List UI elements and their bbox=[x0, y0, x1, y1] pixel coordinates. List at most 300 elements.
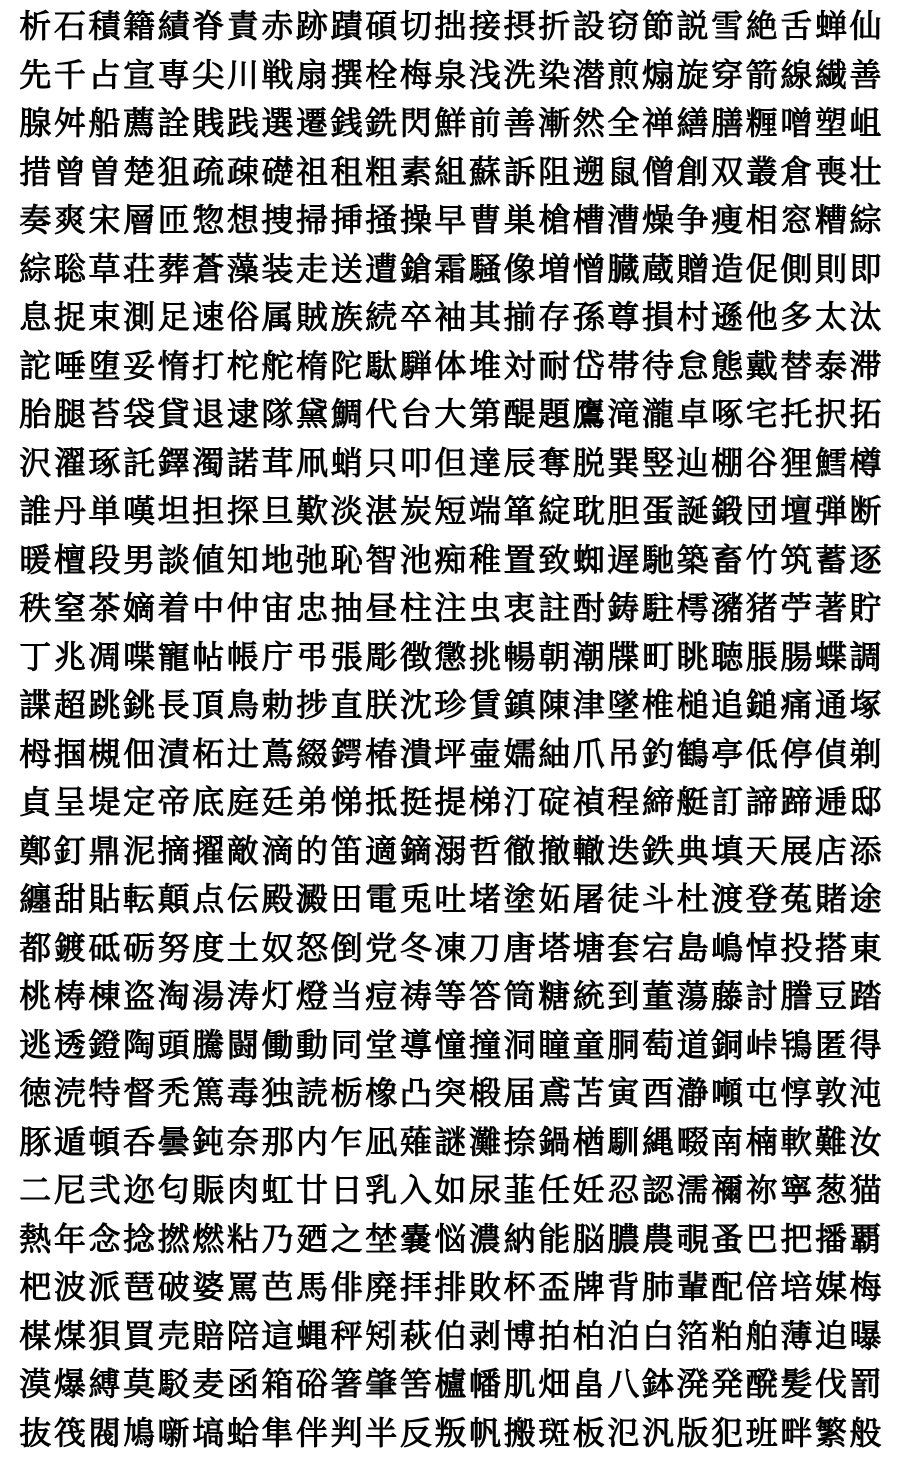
kanji-glyph: 得 bbox=[848, 1022, 883, 1068]
glyph-row bbox=[18, 1409, 896, 1457]
kanji-glyph: 薦 bbox=[122, 100, 157, 146]
kanji-glyph: 徹 bbox=[502, 828, 537, 874]
kanji-glyph: 偵 bbox=[814, 731, 849, 777]
kanji-glyph: 択 bbox=[814, 391, 849, 437]
kanji-glyph: 等 bbox=[433, 973, 468, 1019]
kanji-glyph: 宋 bbox=[87, 197, 122, 243]
kanji-glyph: 敵 bbox=[226, 828, 261, 874]
kanji-glyph: 覗 bbox=[675, 1216, 710, 1262]
glyph-row bbox=[18, 1021, 896, 1070]
kanji-glyph: 排 bbox=[433, 1264, 468, 1310]
kanji-glyph: 忍 bbox=[606, 1167, 641, 1213]
kanji-glyph: 祖 bbox=[295, 149, 330, 195]
kanji-glyph: 軟 bbox=[779, 1119, 814, 1165]
kanji-glyph: 責 bbox=[226, 3, 261, 49]
kanji-glyph: 帝 bbox=[156, 779, 191, 825]
kanji-glyph: 着 bbox=[156, 585, 191, 631]
kanji-glyph: 粕 bbox=[710, 1313, 745, 1359]
glyph-row bbox=[18, 487, 896, 536]
kanji-glyph: 嘆 bbox=[122, 488, 157, 534]
kanji-glyph: 送 bbox=[329, 246, 364, 292]
glyph-row bbox=[18, 293, 896, 342]
kanji-glyph: 廃 bbox=[364, 1264, 399, 1310]
kanji-glyph: 内 bbox=[295, 1119, 330, 1165]
kanji-glyph: 但 bbox=[433, 440, 468, 486]
kanji-glyph: 般 bbox=[848, 1410, 883, 1456]
kanji-glyph: 椴 bbox=[468, 1070, 503, 1116]
kanji-glyph: 破 bbox=[156, 1264, 191, 1310]
kanji-glyph: 畑 bbox=[537, 1361, 572, 1407]
kanji-glyph: 絶 bbox=[744, 3, 779, 49]
kanji-glyph: 箱 bbox=[260, 1361, 295, 1407]
kanji-glyph: 撤 bbox=[537, 828, 572, 874]
kanji-glyph: 弔 bbox=[295, 634, 330, 680]
kanji-glyph: 長 bbox=[156, 682, 191, 728]
kanji-glyph: 曇 bbox=[156, 1119, 191, 1165]
kanji-glyph: 浅 bbox=[468, 52, 503, 98]
kanji-glyph: 阻 bbox=[537, 149, 572, 195]
kanji-glyph: 遡 bbox=[572, 149, 607, 195]
kanji-glyph: 楳 bbox=[18, 1313, 53, 1359]
kanji-glyph: 鳩 bbox=[122, 1410, 157, 1456]
kanji-glyph: 鉢 bbox=[641, 1361, 676, 1407]
kanji-glyph: 舛 bbox=[53, 100, 88, 146]
kanji-glyph: 息 bbox=[18, 294, 53, 340]
kanji-glyph: 著 bbox=[814, 585, 849, 631]
kanji-glyph: 那 bbox=[260, 1119, 295, 1165]
kanji-glyph: 呑 bbox=[122, 1119, 157, 1165]
kanji-glyph: 特 bbox=[87, 1070, 122, 1116]
kanji-glyph: 杜 bbox=[675, 876, 710, 922]
kanji-glyph: 同 bbox=[329, 1022, 364, 1068]
kanji-glyph: 滝 bbox=[606, 391, 641, 437]
kanji-glyph: 胎 bbox=[18, 391, 53, 437]
kanji-glyph: 迩 bbox=[122, 1167, 157, 1213]
kanji-glyph: 寵 bbox=[156, 634, 191, 680]
glyph-row bbox=[18, 1118, 896, 1167]
kanji-glyph: 陀 bbox=[329, 343, 364, 389]
kanji-glyph: 銑 bbox=[364, 100, 399, 146]
kanji-glyph: 朝 bbox=[537, 634, 572, 680]
kanji-glyph: 天 bbox=[744, 828, 779, 874]
kanji-glyph: 太 bbox=[814, 294, 849, 340]
kanji-glyph: 醍 bbox=[502, 391, 537, 437]
kanji-glyph: 宅 bbox=[744, 391, 779, 437]
kanji-glyph: 潜 bbox=[572, 52, 607, 98]
kanji-glyph: 鈍 bbox=[191, 1119, 226, 1165]
kanji-glyph: 逓 bbox=[814, 779, 849, 825]
kanji-glyph: 瞳 bbox=[537, 1022, 572, 1068]
kanji-glyph: 忠 bbox=[295, 585, 330, 631]
kanji-glyph: 到 bbox=[606, 973, 641, 1019]
kanji-glyph: 酎 bbox=[572, 585, 607, 631]
kanji-glyph: 琢 bbox=[87, 440, 122, 486]
kanji-glyph: 漕 bbox=[606, 197, 641, 243]
kanji-glyph: 沈 bbox=[399, 682, 434, 728]
kanji-glyph: 脱 bbox=[572, 440, 607, 486]
kanji-glyph: 題 bbox=[537, 391, 572, 437]
kanji-glyph: 足 bbox=[156, 294, 191, 340]
kanji-glyph: 闘 bbox=[226, 1022, 261, 1068]
kanji-glyph: 汝 bbox=[848, 1119, 883, 1165]
glyph-row bbox=[18, 245, 896, 294]
kanji-glyph: 霜 bbox=[433, 246, 468, 292]
kanji-glyph: 岱 bbox=[572, 343, 607, 389]
kanji-glyph: 添 bbox=[848, 828, 883, 874]
kanji-glyph: 蹟 bbox=[329, 3, 364, 49]
kanji-glyph: 伐 bbox=[814, 1361, 849, 1407]
kanji-glyph: 尖 bbox=[191, 52, 226, 98]
kanji-glyph: 奴 bbox=[260, 925, 295, 971]
kanji-glyph: 詮 bbox=[156, 100, 191, 146]
kanji-glyph: 楢 bbox=[572, 1119, 607, 1165]
kanji-glyph: 溌 bbox=[675, 1361, 710, 1407]
kanji-glyph: 胴 bbox=[606, 1022, 641, 1068]
kanji-glyph: 筈 bbox=[399, 1361, 434, 1407]
kanji-glyph: 莫 bbox=[122, 1361, 157, 1407]
kanji-glyph: 麦 bbox=[191, 1361, 226, 1407]
kanji-glyph: 漸 bbox=[537, 100, 572, 146]
kanji-glyph: 頂 bbox=[191, 682, 226, 728]
kanji-glyph: 詑 bbox=[18, 343, 53, 389]
kanji-glyph: 槌 bbox=[675, 682, 710, 728]
kanji-glyph: 童 bbox=[572, 1022, 607, 1068]
kanji-glyph: 蘇 bbox=[468, 149, 503, 195]
kanji-glyph: 狸 bbox=[779, 440, 814, 486]
glyph-row bbox=[18, 633, 896, 682]
kanji-glyph: 堆 bbox=[468, 343, 503, 389]
kanji-glyph: 双 bbox=[710, 149, 745, 195]
kanji-glyph: 賃 bbox=[468, 682, 503, 728]
kanji-glyph: 即 bbox=[848, 246, 883, 292]
kanji-glyph: 董 bbox=[641, 973, 676, 1019]
kanji-glyph: 筏 bbox=[53, 1410, 88, 1456]
kanji-glyph: 憎 bbox=[572, 246, 607, 292]
kanji-glyph: 芭 bbox=[260, 1264, 295, 1310]
kanji-glyph: 捻 bbox=[122, 1216, 157, 1262]
kanji-glyph: 廷 bbox=[260, 779, 295, 825]
kanji-glyph: 彫 bbox=[364, 634, 399, 680]
kanji-glyph: 撞 bbox=[468, 1022, 503, 1068]
kanji-glyph: 牌 bbox=[572, 1264, 607, 1310]
kanji-glyph: 苫 bbox=[572, 1070, 607, 1116]
kanji-glyph: 度 bbox=[191, 925, 226, 971]
kanji-glyph: 潰 bbox=[399, 731, 434, 777]
kanji-glyph: 追 bbox=[710, 682, 745, 728]
glyph-row bbox=[18, 1360, 896, 1409]
kanji-glyph: 辻 bbox=[226, 731, 261, 777]
kanji-glyph: 衷 bbox=[502, 585, 537, 631]
kanji-glyph: 村 bbox=[675, 294, 710, 340]
kanji-glyph: 致 bbox=[537, 537, 572, 583]
kanji-glyph: 堂 bbox=[364, 1022, 399, 1068]
kanji-glyph: 纏 bbox=[18, 876, 53, 922]
kanji-glyph: 男 bbox=[122, 537, 157, 583]
kanji-glyph: 納 bbox=[502, 1216, 537, 1262]
kanji-glyph: 荘 bbox=[122, 246, 157, 292]
kanji-glyph: 農 bbox=[641, 1216, 676, 1262]
kanji-glyph: 統 bbox=[572, 973, 607, 1019]
kanji-glyph: 苔 bbox=[87, 391, 122, 437]
kanji-glyph: 淡 bbox=[329, 488, 364, 534]
kanji-glyph: 惰 bbox=[156, 343, 191, 389]
kanji-glyph: 剃 bbox=[848, 731, 883, 777]
kanji-glyph: 怒 bbox=[295, 925, 330, 971]
kanji-glyph: 菟 bbox=[779, 876, 814, 922]
kanji-glyph: 定 bbox=[122, 779, 157, 825]
kanji-glyph: 粗 bbox=[364, 149, 399, 195]
kanji-glyph: 道 bbox=[675, 1022, 710, 1068]
kanji-glyph: 繕 bbox=[675, 100, 710, 146]
kanji-glyph: 賑 bbox=[191, 1167, 226, 1213]
kanji-glyph: 硲 bbox=[295, 1361, 330, 1407]
kanji-glyph: 柁 bbox=[226, 343, 261, 389]
kanji-glyph: 適 bbox=[364, 828, 399, 874]
kanji-glyph: 認 bbox=[641, 1167, 676, 1213]
kanji-glyph: 閃 bbox=[399, 100, 434, 146]
kanji-glyph: 砥 bbox=[87, 925, 122, 971]
kanji-glyph: 函 bbox=[226, 1361, 261, 1407]
kanji-glyph: 勅 bbox=[260, 682, 295, 728]
kanji-glyph: 畜 bbox=[710, 537, 745, 583]
kanji-glyph: 仲 bbox=[226, 585, 261, 631]
kanji-glyph: 積 bbox=[87, 3, 122, 49]
kanji-glyph: 祷 bbox=[399, 973, 434, 1019]
kanji-glyph: 配 bbox=[710, 1264, 745, 1310]
kanji-glyph: 矧 bbox=[364, 1313, 399, 1359]
kanji-glyph: 甜 bbox=[53, 876, 88, 922]
kanji-glyph: 耽 bbox=[572, 488, 607, 534]
kanji-glyph: 其 bbox=[468, 294, 503, 340]
glyph-row bbox=[18, 827, 896, 876]
glyph-row bbox=[18, 390, 896, 439]
kanji-glyph: 折 bbox=[537, 3, 572, 49]
kanji-glyph: 蚤 bbox=[710, 1216, 745, 1262]
kanji-glyph: 帳 bbox=[226, 634, 261, 680]
kanji-glyph: 冬 bbox=[399, 925, 434, 971]
kanji-glyph: 逮 bbox=[226, 391, 261, 437]
kanji-glyph: 班 bbox=[744, 1410, 779, 1456]
glyph-row bbox=[18, 875, 896, 924]
kanji-glyph: 続 bbox=[364, 294, 399, 340]
kanji-glyph: 捺 bbox=[502, 1119, 537, 1165]
kanji-glyph: 蛤 bbox=[226, 1410, 261, 1456]
kanji-glyph: 透 bbox=[53, 1022, 88, 1068]
kanji-glyph: 津 bbox=[572, 682, 607, 728]
kanji-glyph: 庭 bbox=[226, 779, 261, 825]
kanji-glyph: 昼 bbox=[364, 585, 399, 631]
kanji-glyph: 戴 bbox=[744, 343, 779, 389]
kanji-glyph: 乍 bbox=[329, 1119, 364, 1165]
kanji-glyph: 樗 bbox=[675, 585, 710, 631]
kanji-glyph: 槍 bbox=[537, 197, 572, 243]
kanji-glyph: 対 bbox=[502, 343, 537, 389]
kanji-glyph: 熱 bbox=[18, 1216, 53, 1262]
kanji-glyph: 藻 bbox=[226, 246, 261, 292]
kanji-glyph: 滞 bbox=[848, 343, 883, 389]
kanji-glyph: 投 bbox=[779, 925, 814, 971]
kanji-glyph: 恥 bbox=[329, 537, 364, 583]
kanji-glyph: 跳 bbox=[87, 682, 122, 728]
kanji-glyph: 峠 bbox=[744, 1022, 779, 1068]
kanji-glyph: 撰 bbox=[329, 52, 364, 98]
kanji-glyph: 嫡 bbox=[122, 585, 157, 631]
kanji-glyph: 短 bbox=[433, 488, 468, 534]
kanji-glyph: 舶 bbox=[744, 1313, 779, 1359]
kanji-glyph: 帖 bbox=[191, 634, 226, 680]
kanji-glyph: 籍 bbox=[122, 3, 157, 49]
kanji-glyph: 涜 bbox=[53, 1070, 88, 1116]
kanji-glyph: 逃 bbox=[18, 1022, 53, 1068]
kanji-glyph: 袋 bbox=[122, 391, 157, 437]
kanji-glyph: 膳 bbox=[710, 100, 745, 146]
kanji-glyph: 貸 bbox=[156, 391, 191, 437]
kanji-glyph: 弟 bbox=[295, 779, 330, 825]
kanji-glyph: 多 bbox=[779, 294, 814, 340]
kanji-glyph: 丹 bbox=[53, 488, 88, 534]
kanji-glyph: 当 bbox=[329, 973, 364, 1019]
kanji-glyph: 虫 bbox=[468, 585, 503, 631]
kanji-glyph: 凪 bbox=[364, 1119, 399, 1165]
kanji-glyph: 塑 bbox=[814, 100, 849, 146]
kanji-glyph: 塔 bbox=[537, 925, 572, 971]
kanji-glyph: 凧 bbox=[295, 440, 330, 486]
kanji-glyph: 猪 bbox=[744, 585, 779, 631]
kanji-glyph: 選 bbox=[260, 100, 295, 146]
kanji-glyph: 凋 bbox=[87, 634, 122, 680]
kanji-glyph: 酉 bbox=[641, 1070, 676, 1116]
kanji-glyph: 寧 bbox=[779, 1167, 814, 1213]
kanji-glyph: 電 bbox=[364, 876, 399, 922]
kanji-glyph: 尼 bbox=[53, 1167, 88, 1213]
kanji-glyph: 釣 bbox=[641, 731, 676, 777]
kanji-glyph: 袖 bbox=[433, 294, 468, 340]
kanji-glyph: 遁 bbox=[53, 1119, 88, 1165]
kanji-glyph: 直 bbox=[329, 682, 364, 728]
kanji-glyph: 碩 bbox=[364, 3, 399, 49]
glyph-row bbox=[18, 778, 896, 827]
kanji-glyph: 薄 bbox=[779, 1313, 814, 1359]
glyph-row bbox=[18, 1166, 896, 1215]
kanji-glyph: 灯 bbox=[260, 973, 295, 1019]
kanji-glyph: 素 bbox=[399, 149, 434, 195]
kanji-glyph: 程 bbox=[606, 779, 641, 825]
glyph-row bbox=[18, 584, 896, 633]
kanji-glyph: 蹄 bbox=[779, 779, 814, 825]
kanji-glyph: 濃 bbox=[468, 1216, 503, 1262]
kanji-glyph: 釘 bbox=[53, 828, 88, 874]
kanji-glyph: 楠 bbox=[744, 1119, 779, 1165]
kanji-glyph: 楚 bbox=[122, 149, 157, 195]
kanji-glyph: 綻 bbox=[537, 488, 572, 534]
kanji-glyph: 智 bbox=[364, 537, 399, 583]
kanji-glyph: 爆 bbox=[53, 1361, 88, 1407]
kanji-glyph: 途 bbox=[848, 876, 883, 922]
kanji-glyph: 蛸 bbox=[329, 440, 364, 486]
kanji-glyph: 倒 bbox=[329, 925, 364, 971]
kanji-glyph: 脊 bbox=[191, 3, 226, 49]
kanji-glyph: 展 bbox=[779, 828, 814, 874]
kanji-glyph: 中 bbox=[191, 585, 226, 631]
kanji-glyph: 虹 bbox=[260, 1167, 295, 1213]
kanji-glyph: 堵 bbox=[468, 876, 503, 922]
kanji-glyph: 豆 bbox=[814, 973, 849, 1019]
kanji-glyph: 挺 bbox=[399, 779, 434, 825]
kanji-glyph: 東 bbox=[848, 925, 883, 971]
kanji-glyph: 壷 bbox=[468, 731, 503, 777]
kanji-glyph: 鳥 bbox=[226, 682, 261, 728]
kanji-glyph: 桃 bbox=[18, 973, 53, 1019]
kanji-glyph: 廿 bbox=[295, 1167, 330, 1213]
kanji-glyph: 鎗 bbox=[399, 246, 434, 292]
kanji-glyph: 買 bbox=[122, 1313, 157, 1359]
kanji-glyph: 拍 bbox=[537, 1313, 572, 1359]
kanji-glyph: 箪 bbox=[502, 488, 537, 534]
kanji-glyph: 単 bbox=[87, 488, 122, 534]
kanji-glyph: 丁 bbox=[18, 634, 53, 680]
kanji-glyph: 箸 bbox=[329, 1361, 364, 1407]
kanji-glyph: 像 bbox=[502, 246, 537, 292]
kanji-glyph: 舌 bbox=[779, 3, 814, 49]
kanji-glyph: 竹 bbox=[744, 537, 779, 583]
kanji-glyph: 任 bbox=[537, 1167, 572, 1213]
kanji-glyph: 占 bbox=[87, 52, 122, 98]
kanji-glyph: 掃 bbox=[295, 197, 330, 243]
kanji-glyph: 知 bbox=[226, 537, 261, 583]
kanji-glyph: 売 bbox=[156, 1313, 191, 1359]
kanji-glyph: 墜 bbox=[606, 682, 641, 728]
kanji-glyph: 導 bbox=[399, 1022, 434, 1068]
kanji-glyph: 棚 bbox=[710, 440, 745, 486]
kanji-glyph: 喪 bbox=[814, 149, 849, 195]
kanji-glyph: 刀 bbox=[468, 925, 503, 971]
kanji-glyph: 吐 bbox=[433, 876, 468, 922]
kanji-glyph: 壇 bbox=[779, 488, 814, 534]
kanji-glyph: 腸 bbox=[779, 634, 814, 680]
kanji-glyph: 張 bbox=[329, 634, 364, 680]
kanji-glyph: 憧 bbox=[433, 1022, 468, 1068]
kanji-glyph: 鴇 bbox=[779, 1022, 814, 1068]
kanji-glyph: 鷹 bbox=[572, 391, 607, 437]
kanji-glyph: 茸 bbox=[260, 440, 295, 486]
kanji-glyph: 塗 bbox=[502, 876, 537, 922]
kanji-glyph: 宙 bbox=[260, 585, 295, 631]
kanji-glyph: 爪 bbox=[572, 731, 607, 777]
kanji-glyph: 賊 bbox=[295, 294, 330, 340]
kanji-glyph: 蒼 bbox=[191, 246, 226, 292]
kanji-glyph: 陪 bbox=[226, 1313, 261, 1359]
kanji-glyph: 説 bbox=[675, 3, 710, 49]
kanji-glyph: 兆 bbox=[53, 634, 88, 680]
kanji-glyph: 蝉 bbox=[814, 3, 849, 49]
kanji-glyph: 切 bbox=[399, 3, 434, 49]
kanji-glyph: 束 bbox=[87, 294, 122, 340]
kanji-glyph: 涛 bbox=[226, 973, 261, 1019]
kanji-glyph: 胆 bbox=[606, 488, 641, 534]
kanji-glyph: 鏑 bbox=[399, 828, 434, 874]
kanji-glyph: 遅 bbox=[606, 537, 641, 583]
kanji-glyph: 耐 bbox=[537, 343, 572, 389]
kanji-glyph: 届 bbox=[502, 1070, 537, 1116]
kanji-glyph: 噸 bbox=[710, 1070, 745, 1116]
kanji-glyph: 績 bbox=[156, 3, 191, 49]
kanji-glyph: 斑 bbox=[537, 1410, 572, 1456]
kanji-glyph: 訴 bbox=[502, 149, 537, 195]
kanji-glyph: 縄 bbox=[641, 1119, 676, 1165]
kanji-glyph: 奪 bbox=[537, 440, 572, 486]
kanji-glyph: 担 bbox=[191, 488, 226, 534]
kanji-glyph: 蝿 bbox=[295, 1313, 330, 1359]
